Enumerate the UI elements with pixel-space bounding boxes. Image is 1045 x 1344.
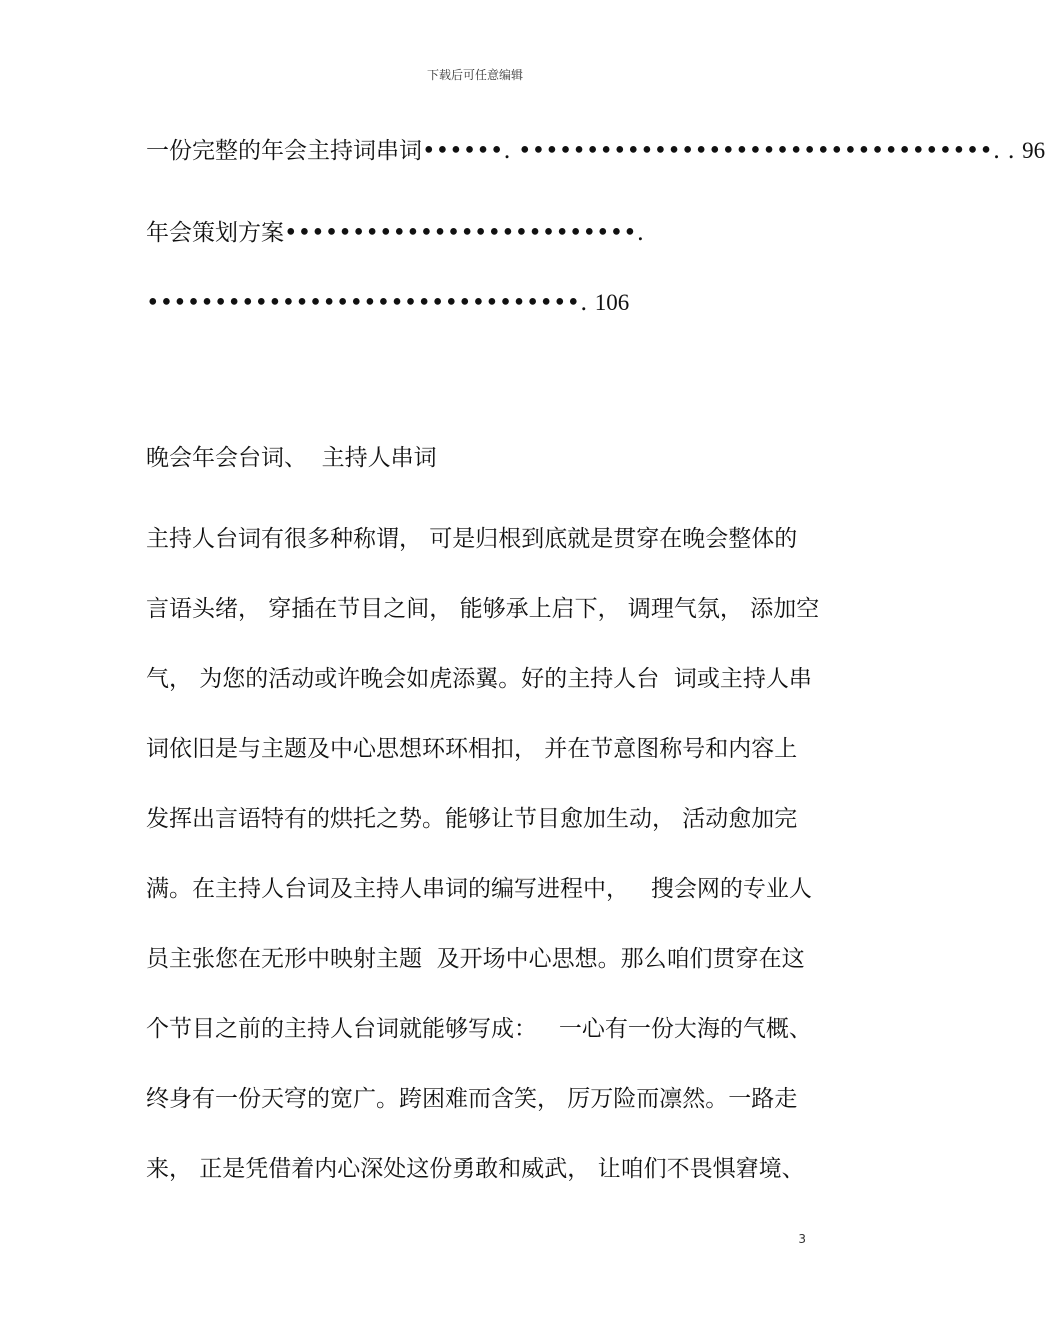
body-line: 主持人台词有很多种称谓， 可是归根到底就是贯穿在晚会整体的: [146, 526, 798, 552]
toc-page-number: 106: [594, 290, 630, 315]
body-line: 发挥出言语特有的烘托之势。能够让节目愈加生动， 活动愈加完: [146, 806, 798, 832]
body-line: 满。在主持人台词及主持人串词的编写进程中， 搜会网的专业人: [146, 876, 812, 902]
toc-leader-dots: ••••••. •••••••••••••••••••••••••••••••••••. .: [422, 138, 1023, 164]
toc-page-number: 96: [1022, 138, 1045, 163]
toc-entry-title: 一份完整的年会主持词串词: [146, 138, 422, 164]
toc-entry[interactable]: [146, 136, 1045, 166]
section-title: 晚会年会台词、 主持人串词: [146, 445, 437, 471]
toc-leader-dots: ••••••••••••••••••••••••••••••••.: [146, 290, 595, 316]
body-line: 员主张您在无形中映射主题 及开场中心思想。那么咱们贯穿在这: [146, 946, 805, 972]
body-line: 来， 正是凭借着内心深处这份勇敢和威武， 让咱们不畏惧窘境、: [146, 1156, 805, 1182]
page-number: 3: [798, 1232, 806, 1246]
body-line: 词依旧是与主题及中心思想环环相扣， 并在节意图称号和内容上: [146, 736, 798, 762]
body-text: [146, 512, 826, 1212]
body-line: 个节目之前的主持人台词就能够写成： 一心有一份大海的气概、: [146, 1016, 812, 1042]
body-line: 气， 为您的活动或许晚会如虎添翼。好的主持人台 词或主持人串: [146, 666, 812, 692]
body-line: 言语头绪， 穿插在节目之间， 能够承上启下， 调理气氛， 添加空: [146, 596, 820, 622]
body-line: 终身有一份天穹的宽广。跨困难而含笑， 厉万险而凛然。一路走: [146, 1086, 798, 1112]
toc-leader-dots: ••••••••••••••••••••••••••.: [284, 220, 645, 246]
toc-entry[interactable]: [146, 218, 826, 248]
toc-entry-title: 年会策划方案: [146, 220, 284, 246]
page-header: 下载后可任意编辑: [426, 68, 523, 82]
toc-entry-continuation[interactable]: [146, 288, 826, 318]
